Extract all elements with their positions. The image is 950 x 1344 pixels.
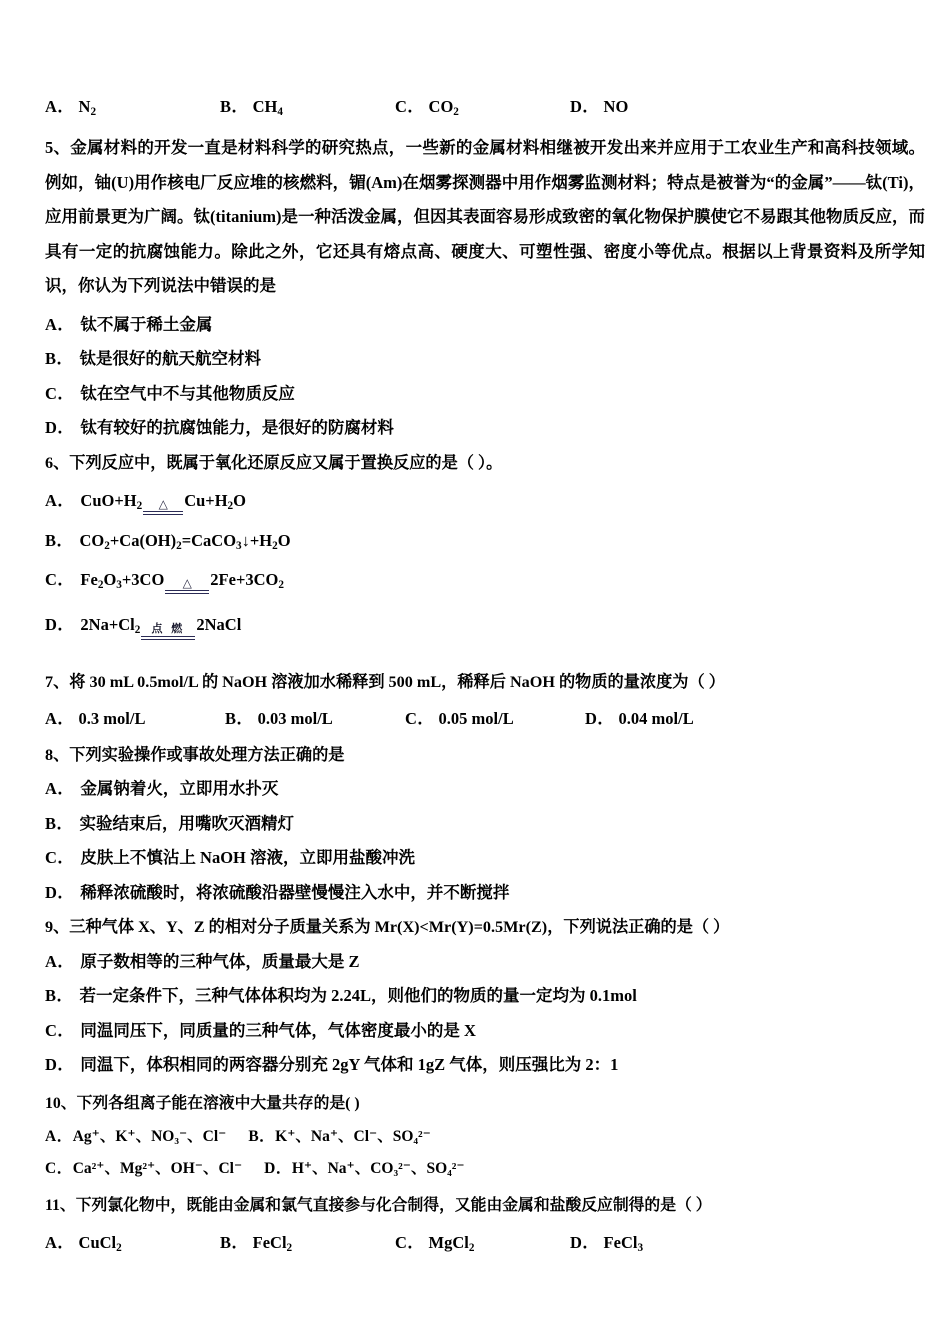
q8-stem (45, 738, 925, 773)
q11-d-text: FeCl (603, 1232, 638, 1252)
q10-options-row-2 (45, 1153, 925, 1185)
q10-stem (45, 1087, 925, 1122)
q4-option-c-formula-text: CO (428, 97, 454, 116)
q6-c-left2: O (103, 570, 117, 590)
q6-number: 6、 (45, 453, 70, 472)
q9-stem (45, 910, 925, 945)
q6-option-a-right-sub: 2 (227, 500, 234, 513)
q7-option-d (585, 704, 765, 734)
q6-option-c (45, 563, 925, 603)
q11-d-sub: 3 (637, 1241, 644, 1254)
q6-b-seg5: O (277, 530, 291, 550)
q5-option-a-text: 钛不属于稀土金属 (80, 314, 213, 334)
q6-option-c-products (210, 570, 284, 592)
q8-option-b-label: B． (45, 813, 74, 833)
q10-number: 10、 (45, 1094, 77, 1112)
q5-option-d-text: 钛有较好的抗腐蚀能力，是很好的防腐材料 (80, 418, 394, 438)
q7-stem-text: 将 30 mL 0.5mol/L 的 NaOH 溶液加水稀释到 500 mL，稀释后 NaOH 的物质的量浓度为（ ） (69, 673, 725, 692)
q6-option-a-condition: △ (158, 497, 168, 512)
q4-option-b-label: B． (220, 97, 249, 116)
q5-option-d-label: D． (45, 418, 75, 438)
q6-option-a (45, 484, 925, 524)
q10-option-a-label: A． (45, 1128, 73, 1146)
q11-option-c-label: C． (395, 1232, 425, 1252)
q11-b-text: FeCl (252, 1232, 287, 1252)
q4-option-d-label: D． (570, 97, 600, 116)
q7-option-c-text: 0.05 mol/L (438, 708, 514, 728)
q4-option-a-formula-text: N (78, 97, 91, 116)
q11-a-text: CuCl (78, 1232, 117, 1252)
q6-option-b (45, 524, 925, 564)
q6-option-a-right-text2: O (233, 491, 246, 511)
q7-option-c-label: C． (405, 708, 435, 728)
q7-number: 7、 (45, 673, 70, 692)
q11-option-b (220, 1228, 395, 1263)
q6-b-seg4: ↓+H (241, 530, 273, 550)
q5-option-b-text: 钛是很好的航天航空材料 (79, 349, 262, 369)
q11-option-b-formula (253, 1233, 293, 1252)
q5-option-b (45, 342, 925, 377)
spacer (45, 652, 925, 665)
q4-option-b-formula-text: CH (252, 97, 278, 116)
q6-b-seg3: =CaCO (181, 530, 237, 550)
q6-c-left3: +3CO (121, 570, 165, 590)
q11-option-d-formula (604, 1233, 644, 1252)
q9-option-a-label: A． (45, 951, 75, 971)
q5-option-c-text: 钛在空气中不与其他物质反应 (80, 383, 295, 403)
q8-option-d (45, 876, 925, 911)
q9-option-d-text: 同温下，体积相同的两容器分别充 2gY 气体和 1gZ 气体，则压强比为 2：1 (80, 1055, 619, 1075)
q9-number: 9、 (45, 918, 70, 937)
q11-c-text: MgCl (428, 1232, 469, 1252)
q11-stem-text: 下列氯化物中，既能由金属和氯气直接参与化合制得，又能由金属和盐酸反应制得的是（ ） (75, 1197, 712, 1215)
q5-option-a-label: A． (45, 314, 75, 334)
q4-option-c-label: C． (395, 97, 425, 116)
q9-option-c-text: 同温同压下，同质量的三种气体，气体密度最小的是 X (80, 1020, 476, 1040)
q6-option-b-equation (80, 531, 291, 550)
q7-stem (45, 665, 925, 700)
q6-c-leftsub1: 2 (97, 579, 104, 592)
q5-stem-text: 金属材料的开发一直是材料科学的研究热点，一些新的金属材料相继被开发出来并应用于工农业生产和高科技领域。例如，铀(U)用作核电厂反应堆的核燃料，镅(Am)在烟雾探测器中用作烟雾监测材料；特点是被誉为“的金属”——钛(Ti)，应用前景更为广阔。钛(titanium)是一种活泼金属，但因其表面容易形成致密的氧化物保护膜使它不易跟其他物质反应，而具有一定的抗腐蚀能力。除此之外，它还具有熔点高、硬度大、可塑性强、密度小等优点。根据以上背景资料及所学知识，你认为下列说法中错误的是 (45, 138, 926, 296)
reaction-bar (143, 511, 183, 515)
q6-b-sub2: 2 (176, 539, 182, 552)
q6-option-d-products: 2NaCl (196, 615, 242, 635)
q6-option-a-left-sub: 2 (136, 500, 143, 513)
q8-number: 8、 (45, 745, 70, 764)
q8-option-d-label: D． (45, 882, 75, 902)
q11-option-a (45, 1228, 220, 1263)
q10-stem-text: 下列各组离子能在溶液中大量共存的是( ) (76, 1094, 360, 1112)
q6-option-a-left-text: CuO+H (80, 491, 137, 511)
page-content (45, 92, 925, 1263)
q8-option-a-text: 金属钠着火，立即用水扑灭 (80, 779, 279, 799)
q4-option-b-formula-sub: 4 (277, 106, 283, 119)
q6-option-d-condition: 点 燃 (151, 623, 186, 636)
q8-option-d-text: 稀释浓硫酸时，将浓硫酸沿器壁慢慢注入水中，并不断搅拌 (80, 882, 510, 902)
q6-option-a-right-text: Cu+H (184, 491, 228, 511)
q6-c-right1: 2Fe+3CO (210, 570, 279, 590)
q8-option-a (45, 772, 925, 807)
q11-option-d (570, 1228, 745, 1263)
q6-option-c-label: C． (45, 570, 75, 590)
q5-option-b-label: B． (45, 349, 74, 369)
q6-c-rightsub: 2 (278, 579, 284, 592)
q8-option-b (45, 807, 925, 842)
q10-options-row-1 (45, 1121, 925, 1153)
q6-stem-text: 下列反应中，既属于氧化还原反应又属于置换反应的是（ ）。 (69, 453, 503, 472)
q6-option-a-label: A． (45, 491, 75, 511)
q9-option-d-label: D． (45, 1055, 75, 1075)
q6-b-sub3: 3 (236, 539, 242, 552)
q11-a-sub: 2 (116, 1241, 122, 1254)
q10-option-b-ions: K⁺、Na⁺、Cl⁻、SO₄²⁻ (275, 1128, 431, 1146)
q9-option-b-label: B． (45, 986, 74, 1006)
q4-option-c (395, 92, 570, 127)
q10-option-b-label: B． (248, 1128, 276, 1146)
q7-option-c (405, 704, 585, 734)
q6-d-leftsub: 2 (134, 624, 141, 637)
q4-option-b (220, 92, 395, 127)
q6-c-left1: Fe (80, 570, 98, 590)
q6-option-b-label: B． (45, 530, 74, 550)
q7-option-d-text: 0.04 mol/L (618, 708, 694, 728)
q4-option-c-formula-sub: 2 (453, 106, 459, 119)
reaction-bar (141, 636, 195, 640)
q11-options-row (45, 1228, 925, 1263)
q8-option-b-text: 实验结束后，用嘴吹灭酒精灯 (79, 813, 295, 833)
q6-option-c-condition: △ (182, 576, 192, 591)
q6-b-sub4: 2 (272, 539, 278, 552)
q10-option-d-ions: H⁺、Na⁺、CO₃²⁻、SO₄²⁻ (291, 1160, 465, 1178)
q11-option-a-label: A． (45, 1232, 75, 1252)
q11-c-sub: 2 (468, 1241, 475, 1254)
q8-stem-text: 下列实验操作或事故处理方法正确的是 (69, 745, 345, 764)
q5-number: 5、 (45, 138, 71, 158)
q6-c-leftsub2: 3 (116, 579, 122, 592)
q4-option-a-formula-sub: 2 (90, 106, 97, 119)
q9-stem-text: 三种气体 X、Y、Z 的相对分子质量关系为 Mr(X)<Mr(Y)=0.5Mr(Z)，下列说法正确的是（ ） (69, 918, 730, 937)
q6-d-left1: 2Na+Cl (80, 615, 135, 635)
q4-option-d-formula: NO (603, 97, 629, 116)
q6-option-d (45, 603, 925, 652)
q6-option-d-reaction-arrow-icon (141, 623, 195, 640)
q7-option-a-label: A． (45, 708, 75, 728)
q6-b-seg1: CO (79, 530, 105, 550)
q6-option-d-label: D． (45, 615, 75, 635)
q4-option-d (570, 92, 745, 127)
q4-option-a-label: A． (45, 97, 75, 116)
q9-option-d (45, 1048, 925, 1083)
q5-option-c-label: C． (45, 383, 75, 403)
q11-option-b-label: B． (220, 1232, 249, 1252)
q4-option-b-formula (252, 97, 283, 119)
q9-option-b (45, 979, 925, 1014)
q9-option-a (45, 945, 925, 980)
q6-option-c-reaction-arrow-icon (165, 577, 209, 594)
q5-stem (45, 131, 925, 304)
q6-stem (45, 446, 925, 481)
q7-option-a-text: 0.3 mol/L (78, 708, 146, 728)
q8-option-c (45, 841, 925, 876)
q4-options-row (45, 92, 925, 127)
q11-option-c-formula (429, 1233, 475, 1252)
q4-option-a-formula (78, 97, 97, 119)
q11-stem (45, 1189, 925, 1224)
q6-option-c-reactants (80, 570, 165, 592)
q10-option-a-ions: Ag⁺、K⁺、NO₃⁻、Cl⁻ (72, 1128, 227, 1146)
q9-option-c (45, 1014, 925, 1049)
q5-option-a (45, 308, 925, 343)
reaction-bar (165, 590, 209, 594)
q11-option-d-label: D． (570, 1232, 600, 1252)
q10-option-c-label: C． (45, 1160, 73, 1178)
q4-option-a (45, 92, 220, 127)
q8-option-a-label: A． (45, 779, 75, 799)
q6-b-seg2: +Ca(OH) (109, 530, 177, 550)
q6-option-a-products (184, 491, 246, 513)
q7-option-b-text: 0.03 mol/L (257, 708, 333, 728)
q10-option-c-ions: Ca²⁺、Mg²⁺、OH⁻、Cl⁻ (72, 1160, 243, 1178)
q11-option-a-formula (79, 1233, 122, 1252)
q11-number: 11、 (45, 1197, 76, 1215)
q9-option-c-label: C． (45, 1020, 75, 1040)
q9-option-a-text: 原子数相等的三种气体，质量最大是 Z (80, 951, 360, 971)
q4-option-c-formula (428, 97, 459, 119)
q6-option-d-reactants (80, 615, 141, 637)
q7-option-b-label: B． (225, 708, 254, 728)
q6-option-a-reaction-arrow-icon (143, 498, 183, 515)
q7-option-a (45, 704, 225, 734)
q5-option-d (45, 411, 925, 446)
q7-option-d-label: D． (585, 708, 615, 728)
q7-options-row (45, 704, 925, 734)
q7-option-b (225, 704, 405, 734)
q6-b-sub1: 2 (104, 539, 110, 552)
q11-b-sub: 2 (286, 1241, 293, 1254)
q9-option-b-text: 若一定条件下，三种气体体积均为 2.24L，则他们的物质的量一定均为 0.1mol (79, 986, 637, 1006)
q8-option-c-label: C． (45, 848, 75, 868)
q5-option-c (45, 377, 925, 412)
q10-option-d-label: D． (264, 1160, 292, 1178)
q6-option-a-reactants (80, 491, 143, 513)
q11-option-c (395, 1228, 570, 1263)
q8-option-c-text: 皮肤上不慎沾上 NaOH 溶液，立即用盐酸冲洗 (80, 848, 416, 868)
